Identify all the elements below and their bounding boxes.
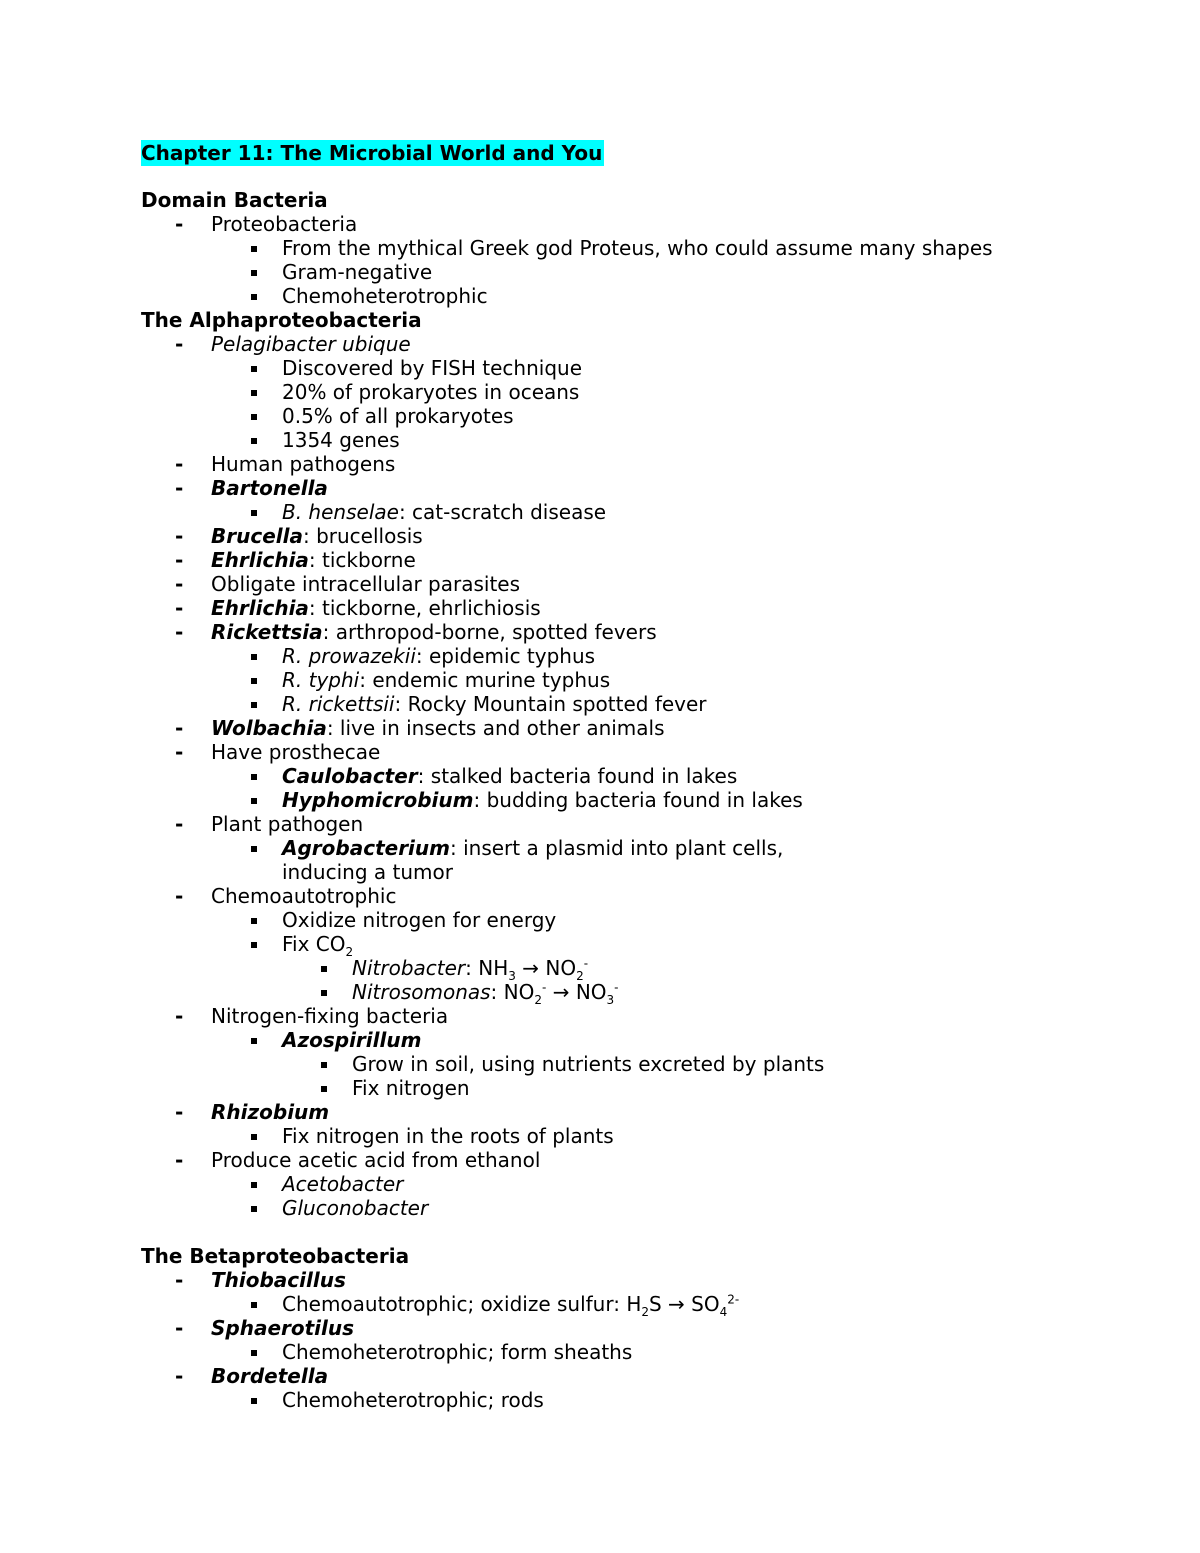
item-text: Obligate intracellular parasites [211, 572, 521, 596]
genus-name: Bartonella [211, 476, 328, 500]
dash-bullet-icon: - [175, 596, 184, 620]
list-item-level-2 [141, 380, 1141, 404]
item-text: 0.5% of all prokaryotes [282, 404, 514, 428]
square-bullet-icon [251, 270, 257, 276]
dash-bullet-icon: - [175, 524, 184, 548]
square-bullet-icon [251, 390, 257, 396]
item-text: : live in insects and other animals [326, 716, 665, 740]
dash-bullet-icon: - [175, 332, 184, 356]
item-text: 3 [508, 969, 516, 983]
item-text: Grow in soil, using nutrients excreted by plants [352, 1052, 825, 1076]
square-bullet-icon [251, 510, 257, 516]
item-text: S → SO [649, 1292, 720, 1316]
genus-name: Brucella [211, 524, 303, 548]
square-bullet-icon [251, 918, 257, 924]
species-name: Nitrobacter [352, 956, 466, 980]
list-item-level-2 [141, 1196, 1141, 1220]
list-item-level-2 [141, 1388, 1141, 1412]
square-bullet-icon [251, 1206, 257, 1212]
square-bullet-icon [251, 414, 257, 420]
dash-bullet-icon: - [175, 884, 184, 908]
list-item-level-1 [141, 1148, 1141, 1172]
item-text: Oxidize nitrogen for energy [282, 908, 557, 932]
chapter-title: Chapter 11: The Microbial World and You [141, 141, 603, 165]
item-text: Chemoheterotrophic; form sheaths [282, 1340, 633, 1364]
list-item-level-2 [141, 932, 1141, 959]
list-item-level-2 [141, 1292, 1141, 1319]
square-bullet-icon [251, 1134, 257, 1140]
item-text: Plant pathogen [211, 812, 364, 836]
item-text: Fix nitrogen in the roots of plants [282, 1124, 614, 1148]
dash-bullet-icon: - [175, 1004, 184, 1028]
genus-name: Sphaerotilus [211, 1316, 355, 1340]
item-text: : endemic murine typhus [359, 668, 611, 692]
item-text: 3 [606, 993, 615, 1007]
dash-bullet-icon: - [175, 452, 184, 476]
square-bullet-icon [251, 1398, 257, 1404]
dash-bullet-icon: - [175, 212, 184, 236]
list-item-level-2 [141, 1124, 1141, 1148]
item-text: 1354 genes [282, 428, 400, 452]
square-bullet-icon [251, 438, 257, 444]
item-text: : budding bacteria found in lakes [473, 788, 803, 812]
item-text: 2 [641, 1305, 649, 1319]
square-bullet-icon [251, 294, 257, 300]
list-item-level-1 [141, 740, 1141, 764]
square-bullet-icon [251, 246, 257, 252]
item-text: 2 [534, 993, 542, 1007]
square-bullet-icon [251, 798, 257, 804]
square-bullet-icon [251, 1302, 257, 1308]
item-text: : insert a plasmid into plant cells, [450, 836, 784, 860]
list-item-level-2 [141, 908, 1141, 932]
item-text: Produce acetic acid from ethanol [211, 1148, 541, 1172]
species-name: Gluconobacter [282, 1196, 429, 1220]
species-name: B. henselae [282, 500, 399, 524]
genus-name: Ehrlichia [211, 596, 309, 620]
list-item-level-3 [141, 1052, 1141, 1076]
species-name: R. typhi [282, 668, 360, 692]
item-text: 2 [345, 945, 354, 959]
list-item-level-2 [141, 1172, 1141, 1196]
item-text: Gram-negative [282, 260, 433, 284]
item-text: 2 [576, 969, 584, 983]
list-item-level-2 [141, 644, 1141, 668]
list-item-level-3 [141, 980, 1141, 1007]
item-text: : tickborne, ehrlichiosis [308, 596, 541, 620]
genus-name: Agrobacterium [282, 836, 450, 860]
square-bullet-icon [321, 1086, 327, 1092]
list-item-level-1 [141, 716, 1141, 740]
dash-bullet-icon: - [175, 740, 184, 764]
item-text: Discovered by FISH technique [282, 356, 582, 380]
item-text: Fix nitrogen [352, 1076, 470, 1100]
species-name: Pelagibacter ubique [211, 332, 411, 356]
item-text: → NO [546, 980, 607, 1004]
list-item-level-2 [141, 236, 1141, 260]
square-bullet-icon [251, 774, 257, 780]
blank-line [141, 1220, 1141, 1244]
item-text: : tickborne [308, 548, 416, 572]
dash-bullet-icon: - [175, 476, 184, 500]
item-text: 2- [727, 1292, 740, 1307]
list-item-level-1 [141, 332, 1141, 356]
list-item-level-2 [141, 404, 1141, 428]
item-text: Nitrogen-fixing bacteria [211, 1004, 449, 1028]
item-text: → NO [515, 956, 577, 980]
list-item-level-1 [141, 212, 1141, 236]
item-text: Proteobacteria [211, 212, 358, 236]
item-text: : epidemic typhus [415, 644, 596, 668]
square-bullet-icon [251, 654, 257, 660]
species-name: R. rickettsii [282, 692, 395, 716]
list-item-level-1 [141, 572, 1141, 596]
list-item-level-1 [141, 1004, 1141, 1028]
square-bullet-icon [251, 678, 257, 684]
dash-bullet-icon: - [175, 1100, 184, 1124]
dash-bullet-icon: - [175, 1148, 184, 1172]
dash-bullet-icon: - [175, 812, 184, 836]
item-text: : stalked bacteria found in lakes [417, 764, 738, 788]
list-item-level-2 [141, 692, 1141, 716]
list-item-continuation [141, 860, 1141, 884]
square-bullet-icon [251, 702, 257, 708]
dash-bullet-icon: - [175, 1268, 184, 1292]
section-heading [141, 308, 1141, 332]
list-item-level-1 [141, 1316, 1141, 1340]
square-bullet-icon [321, 1062, 327, 1068]
item-text: inducing a tumor [282, 860, 453, 884]
genus-name: Ehrlichia [211, 548, 309, 572]
list-item-level-1 [141, 524, 1141, 548]
list-item-level-1 [141, 596, 1141, 620]
list-item-level-2 [141, 260, 1141, 284]
list-item-level-1 [141, 812, 1141, 836]
item-text: : NH [465, 956, 509, 980]
species-name: Acetobacter [282, 1172, 404, 1196]
list-item-level-2 [141, 836, 1141, 860]
genus-name: Thiobacillus [211, 1268, 346, 1292]
outline-body [141, 188, 1141, 1412]
square-bullet-icon [251, 942, 257, 948]
dash-bullet-icon: - [175, 1364, 184, 1388]
dash-bullet-icon: - [175, 1316, 184, 1340]
item-text: : cat-scratch disease [398, 500, 607, 524]
item-text: 20% of prokaryotes in oceans [282, 380, 580, 404]
item-text: Chemoheterotrophic [282, 284, 488, 308]
item-text: The Alphaproteobacteria [141, 308, 422, 332]
list-item-level-2 [141, 356, 1141, 380]
list-item-level-2 [141, 1028, 1141, 1052]
species-name: R. prowazekii [282, 644, 416, 668]
square-bullet-icon [251, 1350, 257, 1356]
square-bullet-icon [251, 366, 257, 372]
list-item-level-3 [141, 1076, 1141, 1100]
genus-name: Bordetella [211, 1364, 329, 1388]
list-item-level-2 [141, 428, 1141, 452]
list-item-level-2 [141, 284, 1141, 308]
dash-bullet-icon: - [175, 620, 184, 644]
item-text: Domain Bacteria [141, 188, 328, 212]
list-item-level-1 [141, 1364, 1141, 1388]
item-text: : arthropod-borne, spotted fevers [322, 620, 657, 644]
genus-name: Caulobacter [282, 764, 418, 788]
list-item-level-1 [141, 476, 1141, 500]
item-text: - [614, 980, 619, 995]
genus-name: Azospirillum [282, 1028, 422, 1052]
dash-bullet-icon: - [175, 572, 184, 596]
item-text: - [583, 956, 589, 971]
section-heading [141, 1244, 1141, 1268]
genus-name: Rickettsia [211, 620, 323, 644]
item-text: - [542, 980, 547, 995]
list-item-level-2 [141, 788, 1141, 812]
item-text: The Betaproteobacteria [141, 1244, 410, 1268]
genus-name: Rhizobium [211, 1100, 330, 1124]
item-text: : Rocky Mountain spotted fever [394, 692, 707, 716]
list-item-level-1 [141, 452, 1141, 476]
item-text: Chemoheterotrophic; rods [282, 1388, 544, 1412]
list-item-level-3 [141, 956, 1141, 983]
genus-name: Hyphomicrobium [282, 788, 474, 812]
list-item-level-2 [141, 500, 1141, 524]
item-text: Human pathogens [211, 452, 396, 476]
item-text: From the mythical Greek god Proteus, who could assume many shapes [282, 236, 993, 260]
section-heading [141, 188, 1141, 212]
list-item-level-1 [141, 884, 1141, 908]
genus-name: Wolbachia [211, 716, 327, 740]
square-bullet-icon [321, 990, 327, 996]
item-text: Have prosthecae [211, 740, 381, 764]
item-text: Chemoautotrophic; oxidize sulfur: H [282, 1292, 642, 1316]
species-name: Nitrosomonas [352, 980, 491, 1004]
list-item-level-1 [141, 620, 1141, 644]
list-item-level-1 [141, 1268, 1141, 1292]
item-text: Fix CO [282, 932, 346, 956]
item-text: : NO [490, 980, 535, 1004]
item-text: : brucellosis [302, 524, 423, 548]
list-item-level-2 [141, 764, 1141, 788]
dash-bullet-icon: - [175, 716, 184, 740]
list-item-level-2 [141, 1340, 1141, 1364]
item-text: 4 [719, 1305, 728, 1319]
list-item-level-2 [141, 668, 1141, 692]
square-bullet-icon [321, 966, 327, 972]
list-item-level-1 [141, 548, 1141, 572]
square-bullet-icon [251, 1182, 257, 1188]
item-text: Chemoautotrophic [211, 884, 397, 908]
square-bullet-icon [251, 1038, 257, 1044]
list-item-level-1 [141, 1100, 1141, 1124]
square-bullet-icon [251, 846, 257, 852]
dash-bullet-icon: - [175, 548, 184, 572]
